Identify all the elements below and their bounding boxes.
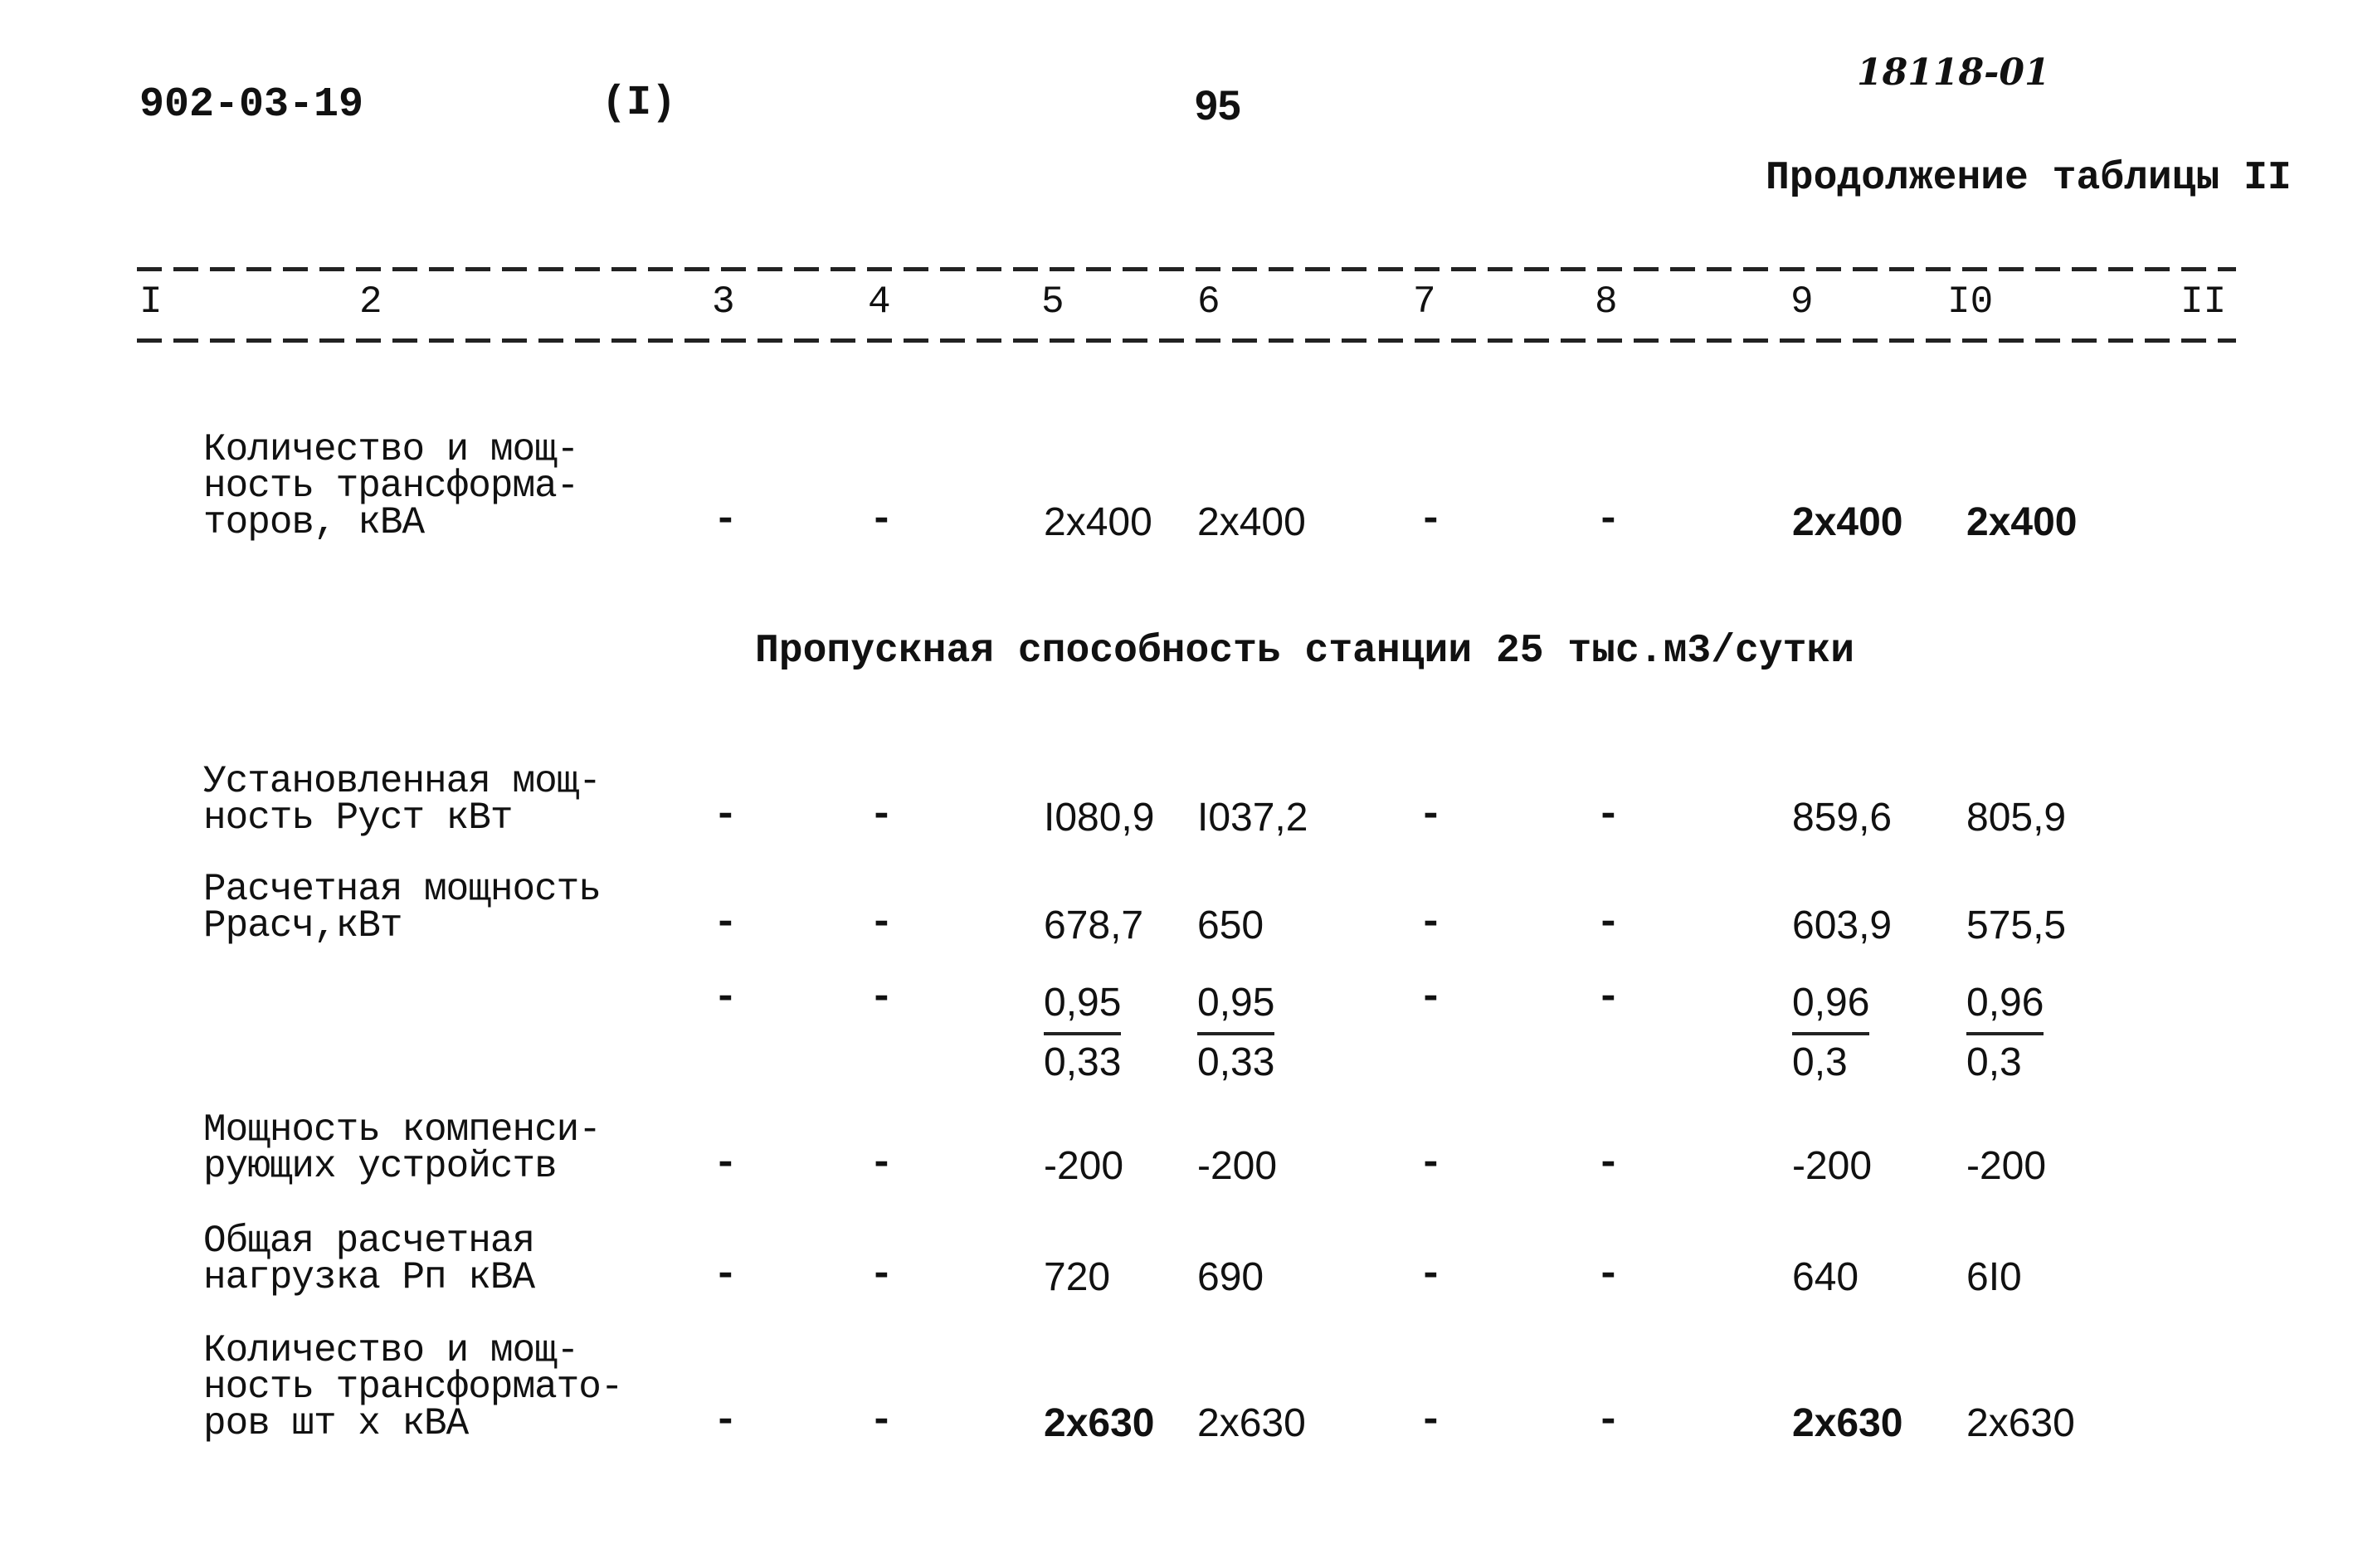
cell-c5: 678,7	[1044, 903, 1144, 947]
cell-c3: -	[714, 1253, 738, 1298]
fraction-c5: $\frac{0,95}{0,33}$	[1044, 976, 1121, 1090]
cell-c10: 2x400	[1966, 500, 2078, 544]
row-label-transformers-top: Количество и мощ- ность трансформа- торов, кВА	[203, 428, 579, 544]
cell-c3: -	[714, 901, 738, 946]
cell-c6: -200	[1197, 1144, 1278, 1188]
cell-c4: -	[870, 901, 894, 946]
cell-c3: -	[714, 976, 738, 1020]
column-header-6: 6	[1197, 280, 1220, 324]
cell-c7: -	[1419, 976, 1443, 1020]
cell-c9: 2x400	[1792, 500, 1903, 544]
cell-c4: -	[870, 1399, 894, 1444]
column-header-10: I0	[1947, 280, 1994, 324]
cell-c8: -	[1596, 793, 1620, 838]
cell-c7: -	[1419, 498, 1443, 543]
cell-c9: 859,6	[1792, 796, 1893, 840]
cell-c3: -	[714, 1142, 738, 1186]
cell-c5: 2x400	[1044, 500, 1152, 544]
cell-c4: -	[870, 1253, 894, 1298]
row-label-compensating-devices: Мощность компенси- рующих устройств	[203, 1108, 601, 1188]
cell-c7: -	[1419, 1253, 1443, 1298]
document-code: 902-03-19	[139, 81, 364, 129]
header-top-rule	[137, 267, 2236, 271]
row-label-total-load: Общая расчетная нагрузка Рп кВА	[203, 1220, 535, 1299]
cell-c5: -200	[1044, 1144, 1124, 1188]
part-number: (I)	[602, 80, 677, 127]
row-label-transformers-count: Количество и мощ- ность трансформато- ров шт х кВА	[203, 1329, 623, 1445]
cell-c3: -	[714, 498, 738, 543]
cell-c8: -	[1596, 1142, 1620, 1186]
cell-c7: -	[1419, 1142, 1443, 1186]
cell-c7: -	[1419, 1399, 1443, 1444]
page-number: 95	[1195, 82, 1241, 129]
column-header-4: 4	[868, 280, 891, 324]
handwritten-stamp-number: 18118-01	[1857, 51, 2050, 94]
column-header-1: I	[139, 280, 163, 324]
row-label-installed-power: Установленная мощ- ность Руст кВт	[203, 760, 601, 840]
fraction-c9: $\frac{0,96}{0,3}$	[1792, 976, 1869, 1090]
cell-c8: -	[1596, 498, 1620, 543]
column-header-5: 5	[1041, 280, 1064, 324]
cell-c9: 2x630	[1792, 1401, 1903, 1445]
continuation-title: Продолжение таблицы II	[1766, 156, 2292, 201]
cell-c8: -	[1596, 901, 1620, 946]
cell-c10: 6I0	[1966, 1255, 2022, 1299]
cell-c4: -	[870, 976, 894, 1020]
cell-c8: -	[1596, 976, 1620, 1020]
cell-c5: 720	[1044, 1255, 1111, 1299]
fraction-c6: $\frac{0,95}{0,33}$	[1197, 976, 1274, 1090]
cell-c9: -200	[1792, 1144, 1873, 1188]
cell-c4: -	[870, 1142, 894, 1186]
cell-c10: 575,5	[1966, 903, 2067, 947]
column-header-8: 8	[1595, 280, 1618, 324]
column-header-11: II	[2180, 280, 2227, 324]
cell-c4: -	[870, 793, 894, 838]
cell-c10: 805,9	[1966, 796, 2067, 840]
cell-c3: -	[714, 793, 738, 838]
column-header-2: 2	[359, 280, 382, 324]
cell-c6: 650	[1197, 903, 1264, 947]
section-title: Пропускная способность станции 25 тыс.м3/сутки	[755, 629, 1855, 674]
cell-c8: -	[1596, 1399, 1620, 1444]
cell-c8: -	[1596, 1253, 1620, 1298]
cell-c6: 690	[1197, 1255, 1264, 1299]
cell-c4: -	[870, 498, 894, 543]
cell-c7: -	[1419, 793, 1443, 838]
cell-c7: -	[1419, 901, 1443, 946]
cell-c6: 2x630	[1197, 1401, 1306, 1445]
column-header-9: 9	[1790, 280, 1814, 324]
fraction-c10: $\frac{0,96}{0,3}$	[1966, 976, 2044, 1090]
column-header-7: 7	[1413, 280, 1436, 324]
cell-c5: 2x630	[1044, 1401, 1155, 1445]
cell-c6: I037,2	[1197, 796, 1308, 840]
header-bottom-rule	[137, 338, 2236, 343]
row-label-calculated-power: Расчетная мощность Ррасч,кВт	[203, 868, 601, 947]
cell-c9: 640	[1792, 1255, 1859, 1299]
cell-c3: -	[714, 1399, 738, 1444]
cell-c10: -200	[1966, 1144, 2047, 1188]
column-header-3: 3	[712, 280, 735, 324]
cell-c6: 2x400	[1197, 500, 1306, 544]
cell-c9: 603,9	[1792, 903, 1893, 947]
cell-c10: 2x630	[1966, 1401, 2075, 1445]
cell-c5: I080,9	[1044, 796, 1155, 840]
